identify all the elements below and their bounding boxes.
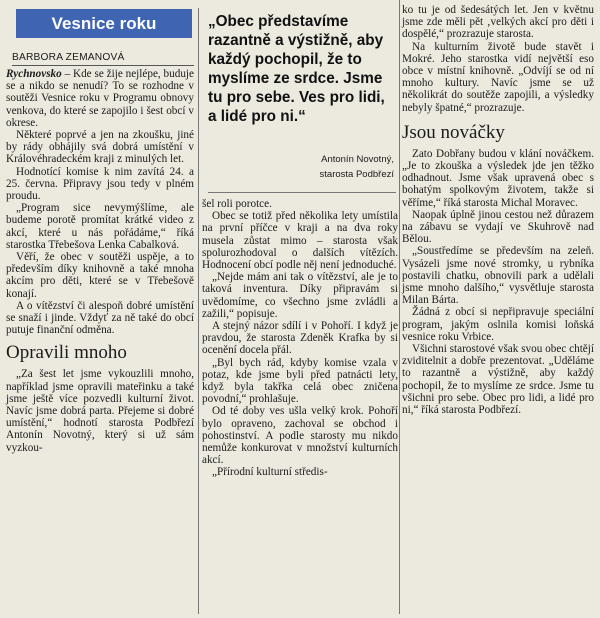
lead-text: – Kde se žije nejlépe, buduje se a nikdo se nenudí? To se rozhodne v soutěži Vesnice roku v Programu obnovy venkova, do které se zapojilo i šest obcí v okrese. [6,68,194,129]
paragraph: Žádná z obcí si nepřipravuje speciální program, jakým oslnila komisi loňská vesnice roku Vrbice. [402,306,594,343]
paragraph: „Nejde mám ani tak o vítězství, ale je to taková inventura. Díky připravám si uvědomíme, co všechno jsme zvládli a zažili,“ popisuje. [202,271,398,320]
paragraph: „Byl bych rád, kdyby komise vzala v potaz, kde jsme byli před patnácti lety, když byla takřka celá obec zničena povodní,“ prohlašuje. [202,356,398,406]
subheading: Jsou nováčky [402,121,505,143]
quote-author-role: starosta Podbřezí [319,169,394,180]
paragraph: Od té doby ves ušla velký krok. Pohoří bylo opraveno, zachoval se obchod i pohostinství. A podle starosty mu nikdo nemůže konkurovat v množství kulturních akcí. [202,405,398,467]
paragraph: Zato Dobřany budou v klání nováčkem. „Je to zkouška a výsledek jde jen těžko odhadnout. Jsme však upravená obec s bohatým spolkovým životem, takže si věříme,“ říká starosta Michal Moravec. [402,147,594,209]
article-column-3 [402,4,594,416]
paragraph: A o vítězství či alespoň dobré umístění se snaží i jinde. Vždyť za ně také do obcí putuje finanční odměna. [6,299,194,337]
quote-author-name: Antonín Novotný, [321,154,394,165]
paragraph: „Za šest let jsme vykouzlili mnoho, například jsme opravili mateřinku a také jsme ještě více pozvedli kulturní život. Navíc jsme dobrá parta. Přejeme si dobré umístění,“ hodnotí starosta Podbřezí Antonín Novotný, který si už sám vyzkou- [6,368,194,454]
author-byline: BARBORA ZEMANOVÁ [12,52,194,66]
paragraph: Naopak úplně jinou cestou než důrazem na zábavu se vydají ve Skuhrově nad Bělou. [402,208,594,246]
article-column-1 [6,68,194,454]
paragraph: Obec se totiž před několika lety umístila na první příčce v kraji a na dva roky musela zůstat mimo – starosta však spolurozhodoval o dalších vítězích. Hodnocení obcí podle něj není jednoduché. [202,210,398,272]
pull-quote: „Obec představíme razantně a výstižně, aby každý pochopil, že to myslíme ze srdce. Jsme tu pro sebe. Ves pro lidi, a lidé pro ni.“ [208,13,385,125]
lead-paragraph [6,68,194,129]
paragraph: „Přírodní kulturní středis- [212,466,328,479]
column-rule-2 [399,0,400,614]
column-rule-1 [198,8,199,614]
quote-divider [208,192,396,193]
paragraph: Na kulturním životě bude stavět i Mokré. Jeho starostka vidí největší eso obce v místní knihovně. „Odvíjí se od ní mnoho kultury. Navíc jsme se už několikrát do soutěže zapojili, a výsledky nebyly špatné,“ prozrazuje. [402,40,594,114]
subheading: Opravili mnoho [6,342,127,364]
paragraph: „Soustředíme se především na zeleň. Vysázeli jsme nové stromky, u rybníka postavili chatku, obnovili park a udělali jsme mnoho dalšího,“ vysvětluje starosta Milan Bárta. [402,245,594,307]
article-column-2 [202,198,398,479]
section-kicker: Vesnice roku [16,9,192,38]
paragraph: Hodnotící komise k nim zavítá 24. a 25. června. Připravy jsou tedy v plném proudu. [6,165,194,203]
lead-place: Rychnovsko [6,68,62,80]
paragraph: Všichni starostové však svou obec chtějí zviditelnit a dobře prezentovat. „Uděláme to razantně a výstižně, aby každý pochopil, že to myslíme ze srdce. Jsme tu všichni pro sebe. Obec pro lidi, a lidé pro ni,“ říká starosta Podbřezí. [402,343,594,417]
paragraph: Věří, že obec v soutěži uspěje, a to především díky knihovně a také mnoha akcím pro děti, které se v Třebešově konají. [6,251,194,300]
paragraph: Některé poprvé a jen na zkoušku, jiné by rády obhájily svá dobrá umístění v Královéhradeckém kraji z minulých let. [6,129,194,166]
paragraph: A stejný názor sdílí i v Pohoří. I když je pravdou, že starosta Zdeněk Krafka by si ocenění docela přál. [202,320,398,357]
paragraph: „Program sice nevymýšlíme, ale budeme porotě promítat krátké video z akcí, které u nás pořádáme,“ říká starostka Třebešova Lenka Cabalková. [6,202,194,251]
paragraph: ko tu je od šedesátých let. Jen v květnu jsme zde měli pět ‚velkých akcí pro děti i dospělé,“ prozrazuje starosta. [402,4,594,41]
quote-attribution [202,152,394,182]
paragraph: šel roli porotce. [202,198,272,210]
